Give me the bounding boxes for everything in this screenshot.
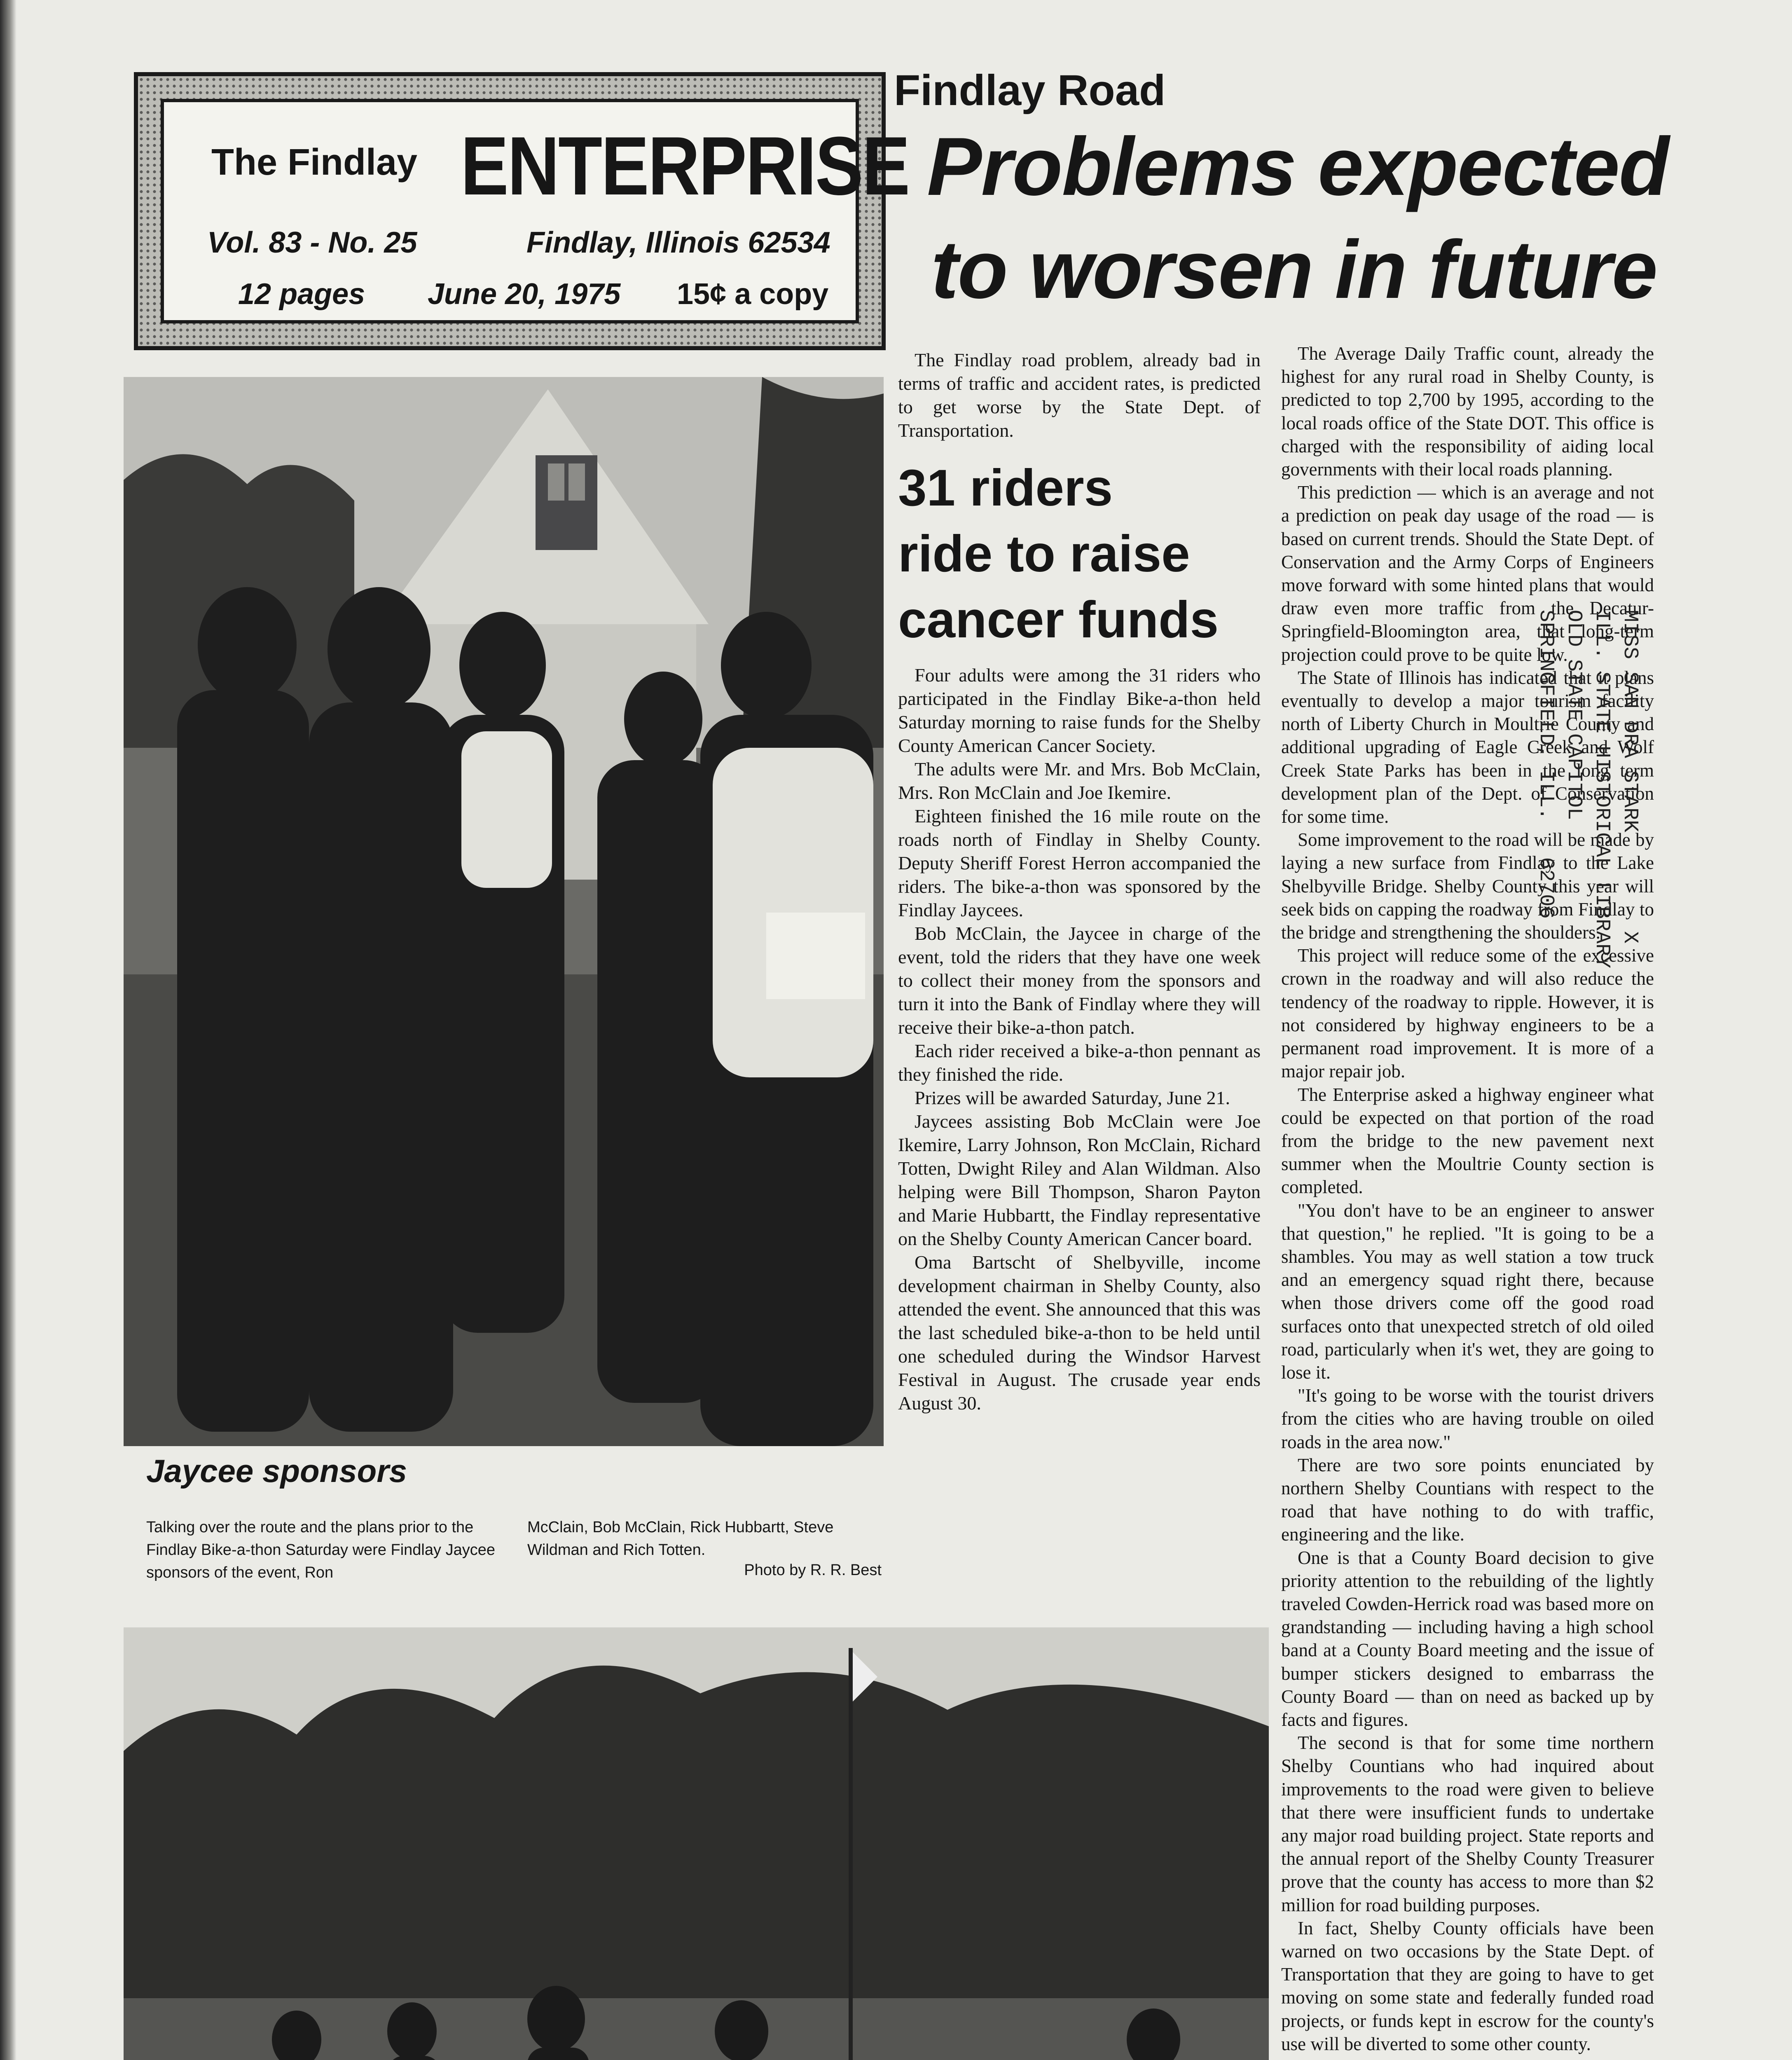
mailing-label-line2: ILL. STATE HISTORICAL LIBRARY bbox=[1590, 610, 1614, 969]
riders-paragraph: Bob McClain, the Jaycee in charge of the event, told the riders that they have one week to collect their money from the sponsors and turn it into the Bank of Findlay where they will receive their bike-a-thon patch. bbox=[898, 923, 1261, 1038]
photo1-credit: Photo by R. R. Best bbox=[744, 1561, 882, 1579]
page-edge-shadow bbox=[0, 0, 16, 2060]
main-story-kicker: Findlay Road bbox=[894, 66, 1166, 115]
main-story-paragraph: There are two sore points enunciated by northern Shelby Countians with respect to the road that have nothing to do with traffic, engineering and the like. bbox=[1281, 1454, 1654, 1545]
main-story-paragraph: The second is that for some time northern Shelby Countians who had inquired about improvements to the road were given to believe that there were insufficient funds to undertake any major road building project. State reports and the annual report of the Shelby County Treasurer prove that the county has access to more than $2 million for road building purposes. bbox=[1281, 1732, 1654, 1915]
main-story-intro-text: The Findlay road problem, already bad in terms of traffic and accident rates, is predicted to get worse by the State Dept. of Transportation. bbox=[898, 349, 1261, 441]
mailing-label-line4: SPRINGFIELD, ILL. 62706 bbox=[1534, 610, 1558, 919]
masthead-volume: Vol. 83 - No. 25 bbox=[207, 226, 417, 259]
mailing-label bbox=[1520, 610, 1644, 969]
riders-headline-line2: ride to raise bbox=[898, 525, 1190, 583]
masthead-date: June 20, 1975 bbox=[428, 278, 621, 311]
riders-headline-line3: cancer funds bbox=[898, 591, 1219, 648]
main-story-paragraph: This prediction — which is an average and not a prediction on peak day usage of the road — is based on current trends. Should the State Dept. of Conservation and the Army Corps of Engineers move forward with some hinted plans that would draw even more traffic from the Decatur-Springfield-Bloomington area, that long-term projection could prove to be quite low. bbox=[1281, 482, 1654, 665]
main-story-paragraph: The Enterprise asked a highway engineer what could be expected on that portion of the road from the bridge to the new pavement next summer when the Moultrie County section is completed. bbox=[1281, 1084, 1654, 1198]
riders-paragraph: The adults were Mr. and Mrs. Bob McClain, Mrs. Ron McClain and Joe Ikemire. bbox=[898, 758, 1261, 803]
masthead-box bbox=[134, 72, 909, 350]
photo-31-ride-saturday-art bbox=[124, 1627, 1269, 2060]
masthead-inner bbox=[161, 99, 909, 323]
riders-paragraph: Jaycees assisting Bob McClain were Joe Ikemire, Larry Johnson, Ron McClain, Richard Totten, Dwight Riley and Alan Wildman. Also helping were Bill Thompson, Sharon Payton and Marie Hubbartt, the Findlay representative on the Shelby County American Cancer board. bbox=[898, 1111, 1261, 1249]
main-story-headline-line1: Problems expected bbox=[927, 121, 1669, 213]
masthead-location: Findlay, Illinois 62534 bbox=[526, 226, 830, 259]
main-story-paragraph: Some improvement to the road will be made by laying a new surface from Findlay to the Lake Shelbyville Bridge. Shelby County this year will seek bids on capping the roadway from Findlay to the bridge and strengthening the shoulders. bbox=[1281, 829, 1654, 943]
riders-paragraph: Oma Bartscht of Shelbyville, income development chairman in Shelby County, also attended the event. She announced that this was the last scheduled bike-a-thon to be held until one scheduled during the Windsor Harvest Festival in August. The crusade year ends August 30. bbox=[898, 1252, 1261, 1414]
photo-jaycee-sponsors bbox=[124, 377, 884, 1446]
riders-headline-line1: 31 riders bbox=[898, 459, 1113, 517]
main-story-paragraph: In fact, Shelby County officials have been warned on two occasions by the State Dept. of Transportation that they are going to have to get moving on some state and federally funded road projects, or funds kept in escrow for the county's use will be diverted to some other county. bbox=[1281, 1917, 1654, 2054]
photo1-title: Jaycee sponsors bbox=[146, 1453, 407, 1489]
photo-jaycee-sponsors-art bbox=[124, 377, 884, 1446]
main-story-paragraph: The State of Illinois has indicated that it plans eventually to develop a major tourism facility north of Liberty Church in Moultrie County and additional upgrading of Eagle Creek and Wolf Creek State Parks has been in the long term development plan of the Dept. of Conservation for some time. bbox=[1281, 667, 1654, 827]
masthead-the-findlay: The Findlay bbox=[211, 142, 418, 183]
riders-paragraph: Four adults were among the 31 riders who participated in the Findlay Bike-a-thon held Saturday morning to raise funds for the Shelby County American Cancer Society. bbox=[898, 665, 1261, 756]
main-story-paragraph: "You don't have to be an engineer to answer that question," he replied. "It is going to be a shambles. You may as well station a tow truck and an emergency squad right there, because when those drivers come off the good road surfaces onto that unexpected stretch of old oiled road, particularly when it's wet, they are going to lose it. bbox=[1281, 1200, 1654, 1383]
riders-story-body bbox=[898, 663, 1261, 1415]
mailing-label-line3: OLD STATE CAPITOL bbox=[1562, 610, 1586, 820]
mailing-label-line1: MISS SAN DRA STARK X bbox=[1618, 610, 1642, 944]
photo1-caption-left: Talking over the route and the plans prior to the Findlay Bike-a-thon Saturday were Findlay Jaycee sponsors of the event, Ron bbox=[146, 1519, 495, 1581]
main-story-paragraph: One is that a County Board decision to give priority attention to the rebuilding of the lightly traveled Cowden-Herrick road was based more on grandstanding — including having a high school band at a County Board meeting and the issue of bumper stickers designed to embarrass the County Board — than on need as backed up by facts and figures. bbox=[1281, 1547, 1654, 1730]
main-story-body-right bbox=[1281, 342, 1654, 2055]
riders-paragraph: Each rider received a bike-a-thon pennant as they finished the ride. bbox=[898, 1040, 1261, 1085]
masthead-enterprise: ENTERPRISE bbox=[461, 120, 909, 213]
main-story-intro bbox=[898, 348, 1261, 442]
main-story-paragraph: "It's going to be worse with the tourist drivers from the cities who are having trouble on oiled roads in the area now." bbox=[1281, 1385, 1654, 1452]
riders-paragraph: Prizes will be awarded Saturday, June 21. bbox=[915, 1087, 1231, 1108]
riders-paragraph: Eighteen finished the 16 mile route on the roads north of Findlay in Shelby County. Deputy Sheriff Forest Herron accompanied the riders. The bike-a-thon was sponsored by the Findlay Jaycees. bbox=[898, 805, 1261, 920]
main-story-paragraph: The Average Daily Traffic count, already the highest for any rural road in Shelby County, is predicted to top 2,700 by 1995, according to the local roads office of the State DOT. This office is charged with the responsibility of aiding local governments with their local roads planning. bbox=[1281, 343, 1654, 480]
masthead-price: 15¢ a copy bbox=[677, 278, 829, 311]
main-story-headline-line2: to worsen in future bbox=[931, 224, 1657, 316]
masthead-pages: 12 pages bbox=[238, 278, 365, 311]
main-story-paragraph: This project will reduce some of the excessive crown in the roadway and will also reduce the tendency of the roadway to ripple. However, it is not considered by highway engineers to be a permanent road improvement. It is more of a major repair job. bbox=[1281, 945, 1654, 1082]
photo1-caption-right: McClain, Bob McClain, Rick Hubbartt, Steve Wildman and Rich Totten. bbox=[527, 1519, 834, 1559]
photo-31-ride-saturday bbox=[124, 1627, 1269, 2060]
